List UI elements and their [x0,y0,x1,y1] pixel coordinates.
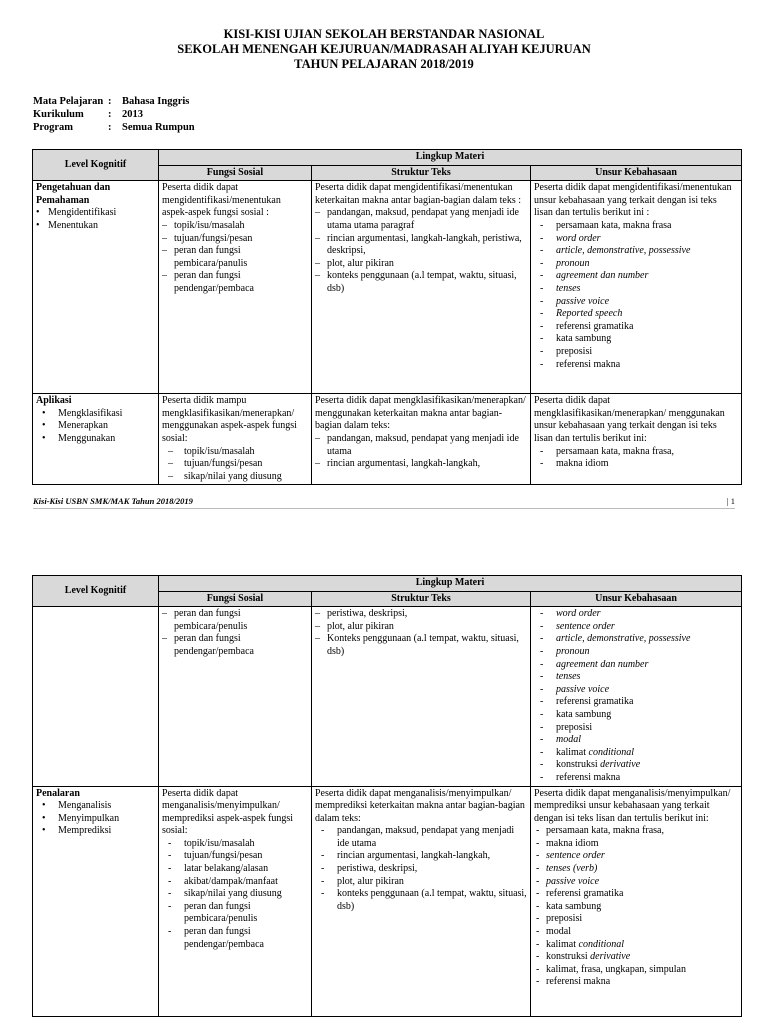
level-list [36,408,155,446]
list-item: - kata sambung [534,901,738,914]
list-item: - persamaan kata, makna frasa, [534,825,738,838]
list-item: - referensi gramatika [534,696,738,709]
meta-label: Kurikulum [33,109,84,120]
struktur-list [315,207,527,295]
list-item: - referensi gramatika [534,321,738,334]
fungsi-list [162,220,308,296]
fungsi-cell [159,607,312,786]
list-item: • Menganalisis [36,800,155,813]
level-title: Penalaran [36,787,80,799]
list-item: - makna idiom [534,458,738,471]
meta-value: 2013 [122,109,143,120]
level-list [36,207,155,232]
list-item: - article, demonstrative, possessive [534,245,738,258]
list-item: • Mengidentifikasi [36,207,155,220]
list-item: • Menentukan [36,220,155,233]
unsur-cell [531,786,742,1016]
list-item: - kata sambung [534,709,738,722]
struktur-list [315,608,527,658]
list-item: – topik/isu/masalah [162,220,308,233]
list-item: - konteks penggunaan (a.l tempat, waktu, situasi, dsb) [315,888,527,913]
table-row-pemahaman [33,181,742,394]
list-item: - passive voice [534,296,738,309]
cell-intro: Peserta didik dapat menganalisis/menyimpulkan/ memprediksi aspek-aspek fungsi sosial: [162,787,294,837]
header-lingkup-materi: Lingkup Materi [159,576,742,592]
meta-value: Bahasa Inggris [122,96,190,107]
title-line-2: SEKOLAH MENENGAH KEJURUAN/MADRASAH ALIYAH KEJURUAN [177,42,591,56]
level-cell [33,607,159,786]
cell-intro: Peserta didik dapat mengklasifikasikan/menerapkan/ menggunakan unsur kebahasaan yang terkait dengan isi teks lisan dan tertulis berikut ini: [534,395,725,444]
list-item: - word order [534,233,738,246]
list-item [534,939,738,952]
page-gap [0,520,768,570]
table-row-aplikasi [33,394,742,485]
header-level-kognitif: Level Kognitif [33,576,159,607]
level-list [36,800,155,838]
meta-colon: : [108,109,112,120]
struktur-list [315,825,527,913]
header-fungsi-sosial: Fungsi Sosial [159,591,312,607]
list-item: - referensi gramatika [534,888,738,901]
unsur-cell [531,394,742,485]
list-item: • Mengklasifikasi [36,408,155,421]
list-item [534,747,738,760]
list-item: • Menggunakan [36,433,155,446]
list-item: - agreement dan number [534,659,738,672]
struktur-cell [312,394,531,485]
list-item: - kata sambung [534,333,738,346]
cell-intro: Peserta didik dapat mengidentifikasi/menentukan aspek-aspek fungsi sosial : [162,182,281,219]
list-item: - persamaan kata, makna frasa, [534,446,738,459]
page-number: | 1 [726,496,735,506]
list-item: - modal [534,734,738,747]
list-item: – peran dan fungsi pembicara/penulis [162,608,308,633]
meta-row-program [33,121,195,134]
list-item: – peran dan fungsi pendengar/pembaca [162,633,308,658]
list-item: - preposisi [534,722,738,735]
fungsi-list [162,608,308,658]
page-footer [33,496,735,506]
fungsi-cell [159,181,312,394]
list-item: - peristiwa, deskripsi, [315,863,527,876]
list-item: - referensi makna [534,359,738,372]
unsur-list [534,446,738,471]
header-lingkup-materi: Lingkup Materi [159,150,742,166]
list-item: – pandangan, maksud, pendapat yang menjadi ide utama utama paragraf [315,207,527,232]
list-item: • Menerapkan [36,420,155,433]
unsur-list [534,608,738,784]
fungsi-list [162,838,308,951]
header-unsur-kebahasaan: Unsur Kebahasaan [531,165,742,181]
meta-colon: : [108,122,112,133]
meta-label: Mata Pelajaran [33,96,104,107]
list-item: - passive voice [534,684,738,697]
list-item: - latar belakang/alasan [162,863,308,876]
cell-intro: Peserta didik mampu mengklasifikasikan/menerapkan/ menggunakan aspek-aspek fungsi sosial: [162,395,297,444]
list-item: – plot, alur pikiran [315,258,527,271]
list-item: - preposisi [534,346,738,359]
table-row-aplikasi-continued [33,607,742,786]
item-text-italic: conditional [578,938,625,950]
level-cell [33,394,159,485]
list-item: – Konteks penggunaan (a.l tempat, waktu, situasi, dsb) [315,633,527,658]
subject-info [33,95,195,134]
list-item: – peristiwa, deskripsi, [315,608,527,621]
fungsi-cell [159,394,312,485]
header-unsur-kebahasaan: Unsur Kebahasaan [531,591,742,607]
list-item: – plot, alur pikiran [315,621,527,634]
list-item: – topik/isu/masalah [162,446,308,459]
cell-intro: Peserta didik dapat mengidentifikasi/menentukan unsur kebahasaan yang terkait dengan isi teks lisan dan tertulis berikut ini : [534,182,732,219]
kisi-kisi-table-page-1 [32,149,742,485]
list-item [534,951,738,964]
list-item: – sikap/nilai yang diusung [162,471,308,484]
list-item: - akibat/dampak/manfaat [162,876,308,889]
list-item: - topik/isu/masalah [162,838,308,851]
title-line-1: KISI-KISI UJIAN SEKOLAH BERSTANDAR NASIONAL [223,27,545,41]
list-item: - article, demonstrative, possessive [534,633,738,646]
fungsi-cell [159,786,312,1016]
kisi-kisi-table-page-2 [32,575,742,1017]
list-item: - plot, alur pikiran [315,876,527,889]
footer-text: Kisi-Kisi USBN SMK/MAK Tahun 2018/2019 [33,496,193,506]
list-item: - agreement dan number [534,270,738,283]
unsur-list [534,825,738,989]
list-item: - sentence order [534,850,738,863]
level-title: Aplikasi [36,395,72,407]
meta-value: Semua Rumpun [122,122,195,133]
list-item: – peran dan fungsi pendengar/pembaca [162,270,308,295]
list-item: – peran dan fungsi pembicara/panulis [162,245,308,270]
list-item: - referensi makna [534,772,738,785]
meta-label: Program [33,122,74,133]
table-row-penalaran [33,786,742,1016]
list-item: - pronoun [534,258,738,271]
struktur-cell [312,786,531,1016]
list-item: – tujuan/fungsi/pesan [162,458,308,471]
list-item: – tujuan/fungsi/pesan [162,233,308,246]
page-2 [0,570,768,1024]
list-item: - sikap/nilai yang diusung [162,888,308,901]
list-item: - pandangan, maksud, pendapat yang menjadi ide utama [315,825,527,850]
item-text: kalimat [546,938,579,950]
header-level-kognitif: Level Kognitif [33,150,159,181]
list-item: – pandangan, maksud, pendapat yang menjadi ide utama [315,433,527,458]
cell-intro: Peserta didik dapat menganalisis/menyimpulkan/ memprediksi keterkaitan makna antar bagian-bagian dalam teks: [315,787,525,824]
struktur-cell [312,607,531,786]
unsur-cell [531,607,742,786]
header-struktur-teks: Struktur Teks [312,591,531,607]
unsur-list [534,220,738,371]
item-text: konstruksi [546,951,591,963]
footer-divider [33,508,735,509]
list-item: - tujuan/fungsi/pesan [162,850,308,863]
list-item: - persamaan kata, makna frasa [534,220,738,233]
list-item: - tenses (verb) [534,863,738,876]
item-text: konstruksi [556,759,601,771]
list-item: - sentence order [534,621,738,634]
cell-intro: Peserta didik dapat menganalisis/menyimpulkan/ memprediksi unsur kebahasaan yang terkait dengan isi teks lisan dan tertulis berikut ini: [534,787,731,824]
list-item: - referensi makna [534,976,738,989]
item-text-italic: derivative [600,759,641,771]
list-item: - makna idiom [534,838,738,851]
header-fungsi-sosial: Fungsi Sosial [159,165,312,181]
struktur-cell [312,181,531,394]
list-item: - tenses [534,671,738,684]
struktur-list [315,433,527,471]
list-item: – konteks penggunaan (a.l tempat, waktu, situasi, dsb) [315,270,527,295]
list-item: – rincian argumentasi, langkah-langkah, [315,458,527,471]
unsur-cell [531,181,742,394]
list-item: – rincian argumentasi, langkah-langkah, peristiwa, deskripsi, [315,233,527,258]
list-item: - word order [534,608,738,621]
document-title [0,27,768,72]
list-item: • Memprediksi [36,825,155,838]
list-item: - preposisi [534,913,738,926]
list-item: - kalimat, frasa, ungkapan, simpulan [534,964,738,977]
title-line-3: TAHUN PELAJARAN 2018/2019 [294,57,474,71]
item-text-italic: conditional [588,746,635,758]
fungsi-list [162,446,308,484]
list-item: - passive voice [534,876,738,889]
item-text: kalimat [556,746,589,758]
list-item: - Reported speech [534,308,738,321]
list-item: - modal [534,926,738,939]
cell-intro: Peserta didik dapat mengklasifikasikan/menerapkan/ menggunakan keterkaitan makna antar bagian-bagian dalam teks: [315,395,526,432]
meta-row-curriculum [33,108,195,121]
list-item: - peran dan fungsi pembicara/penulis [162,901,308,926]
header-struktur-teks: Struktur Teks [312,165,531,181]
level-cell [33,786,159,1016]
list-item: - rincian argumentasi, langkah-langkah, [315,850,527,863]
item-text-italic: derivative [590,951,631,963]
level-title: Pengetahuan dan Pemahaman [36,182,111,206]
meta-colon: : [108,96,112,107]
list-item: • Menyimpulkan [36,813,155,826]
level-cell [33,181,159,394]
meta-row-subject [33,95,195,108]
list-item [534,759,738,772]
list-item: - tenses [534,283,738,296]
list-item: - peran dan fungsi pendengar/pembaca [162,926,308,951]
cell-intro: Peserta didik dapat mengidentifikasi/menentukan keterkaitan makna antar bagian-bagian dalam teks : [315,182,522,206]
list-item: - pronoun [534,646,738,659]
